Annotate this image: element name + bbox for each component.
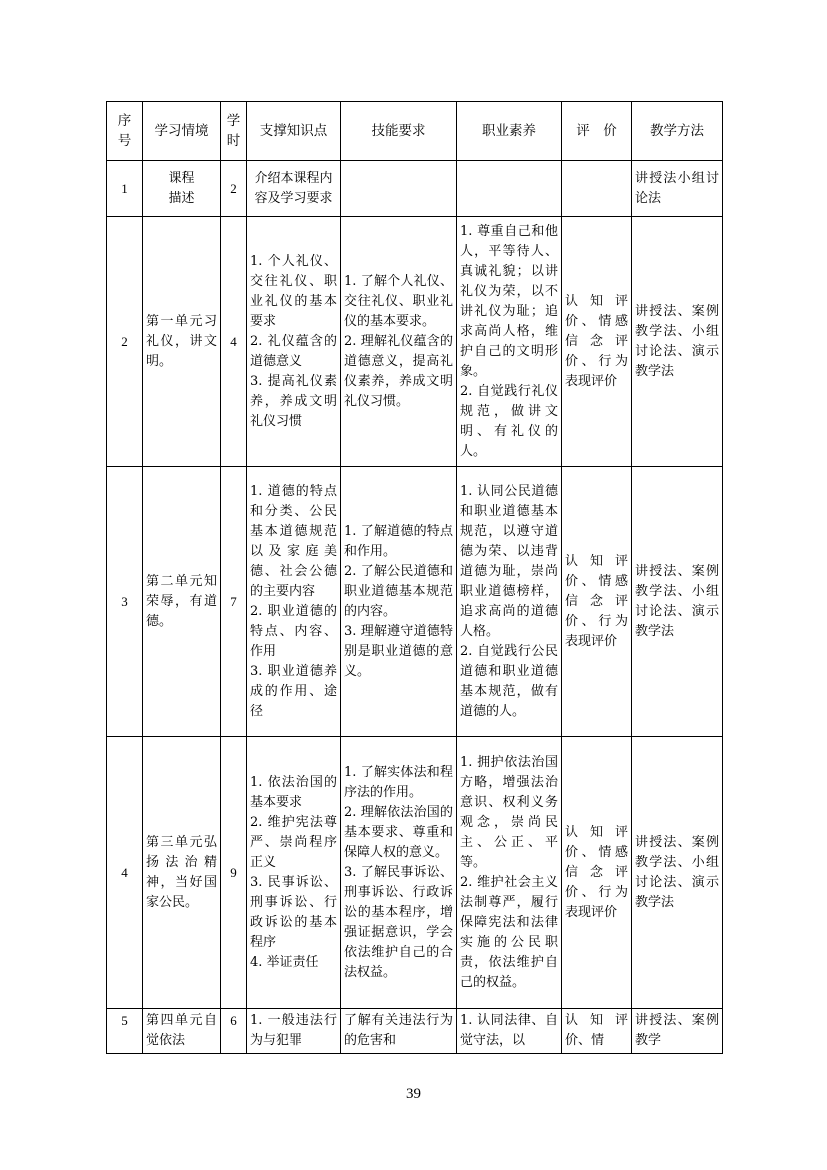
row-no: 1 bbox=[107, 161, 143, 217]
row-no: 5 bbox=[107, 1009, 143, 1054]
header-knowledge: 支撑知识点 bbox=[247, 102, 341, 161]
row-literacy bbox=[457, 161, 562, 217]
row-skills: 了解有关违法行为的危害和 bbox=[341, 1009, 457, 1054]
header-literacy: 职业素养 bbox=[457, 102, 562, 161]
header-evaluation: 评 价 bbox=[562, 102, 632, 161]
table-row bbox=[107, 217, 723, 467]
row-no: 2 bbox=[107, 217, 143, 467]
row-literacy: 1. 认同法律、自觉守法，以 bbox=[457, 1009, 562, 1054]
row-literacy: 1. 认同公民道德和职业道德基本规范，以遵守道德为荣、以违背道德为耻，崇尚职业道德榜样，追求高尚的道德人格。 2. 自觉践行公民道德和职业道德基本规范，做有道德的人。 bbox=[457, 467, 562, 737]
curriculum-table bbox=[106, 101, 723, 1054]
row-situation: 第一单元习礼仪，讲文明。 bbox=[143, 217, 221, 467]
row-hours: 6 bbox=[221, 1009, 247, 1054]
table-row bbox=[107, 161, 723, 217]
row-knowledge: 1. 个人礼仪、交往礼仪、职业礼仪的基本要求 2. 礼仪蕴含的道德意义 3. 提高礼仪素养，养成文明礼仪习惯 bbox=[247, 217, 341, 467]
row-hours: 7 bbox=[221, 467, 247, 737]
row-situation: 第四单元自觉依法 bbox=[143, 1009, 221, 1054]
row-situation: 第三单元弘扬法治精神，当好国家公民。 bbox=[143, 737, 221, 1009]
row-skills bbox=[341, 161, 457, 217]
page-number: 39 bbox=[406, 1086, 421, 1102]
row-method: 讲授法、案例教学 bbox=[632, 1009, 723, 1054]
header-hours: 学时 bbox=[221, 102, 247, 161]
row-evaluation: 认知评价、情感信念评价、行为表现评价 bbox=[562, 737, 632, 1009]
row-evaluation bbox=[562, 161, 632, 217]
row-hours: 4 bbox=[221, 217, 247, 467]
row-knowledge: 介绍本课程内容及学习要求 bbox=[247, 161, 341, 217]
row-situation: 课程 描述 bbox=[143, 161, 221, 217]
row-evaluation: 认知评价、情 bbox=[562, 1009, 632, 1054]
header-row bbox=[107, 102, 723, 161]
row-knowledge: 1. 道德的特点和分类、公民基本道德规范以及家庭美德、社会公德的主要内容 2. 职业道德的特点、内容、作用 3. 职业道德养成的作用、途径 bbox=[247, 467, 341, 737]
row-skills: 1. 了解道德的特点和作用。 2. 了解公民道德和职业道德基本规范的内容。 3. 理解遵守道德特别是职业道德的意义。 bbox=[341, 467, 457, 737]
table-row bbox=[107, 1009, 723, 1054]
row-method: 讲授法、案例教学法、小组讨论法、演示教学法 bbox=[632, 467, 723, 737]
row-knowledge: 1. 一般违法行为与犯罪 bbox=[247, 1009, 341, 1054]
row-literacy: 1. 拥护依法治国方略，增强法治意识、权利义务观念，崇尚民主、公正、平等。 2. 维护社会主义法制尊严，履行保障宪法和法律实施的公民职责，依法维护自己的权益。 bbox=[457, 737, 562, 1009]
header-skills: 技能要求 bbox=[341, 102, 457, 161]
row-knowledge: 1. 依法治国的基本要求 2. 维护宪法尊严、崇尚程序正义 3. 民事诉讼、刑事诉讼、行政诉讼的基本程序 4. 举证责任 bbox=[247, 737, 341, 1009]
row-hours: 9 bbox=[221, 737, 247, 1009]
row-method: 讲授法小组讨论法 bbox=[632, 161, 723, 217]
row-method: 讲授法、案例教学法、小组讨论法、演示教学法 bbox=[632, 737, 723, 1009]
row-situation: 第二单元知荣辱，有道德。 bbox=[143, 467, 221, 737]
table-row bbox=[107, 467, 723, 737]
header-method: 教学方法 bbox=[632, 102, 723, 161]
row-literacy: 1. 尊重自己和他人，平等待人、真诚礼貌；以讲礼仪为荣，以不讲礼仪为耻；追求高尚人格，维护自己的文明形象。 2. 自觉践行礼仪规范，做讲文明、有礼仪的人。 bbox=[457, 217, 562, 467]
header-situation: 学习情境 bbox=[143, 102, 221, 161]
row-skills: 1. 了解实体法和程序法的作用。 2. 理解依法治国的基本要求、尊重和保障人权的意义。 3. 了解民事诉讼、刑事诉讼、行政诉讼的基本程序，增强证据意识，学会依法维护自己的合法权益。 bbox=[341, 737, 457, 1009]
row-no: 3 bbox=[107, 467, 143, 737]
row-hours: 2 bbox=[221, 161, 247, 217]
row-skills: 1. 了解个人礼仪、交往礼仪、职业礼仪的基本要求。 2. 理解礼仪蕴含的道德意义，提高礼仪素养，养成文明礼仪习惯。 bbox=[341, 217, 457, 467]
row-evaluation: 认知评价、情感信念评价、行为表现评价 bbox=[562, 467, 632, 737]
row-no: 4 bbox=[107, 737, 143, 1009]
header-no: 序号 bbox=[107, 102, 143, 161]
row-evaluation: 认知评价、情感信念评价、行为表现评价 bbox=[562, 217, 632, 467]
table-row bbox=[107, 737, 723, 1009]
row-method: 讲授法、案例教学法、小组讨论法、演示教学法 bbox=[632, 217, 723, 467]
